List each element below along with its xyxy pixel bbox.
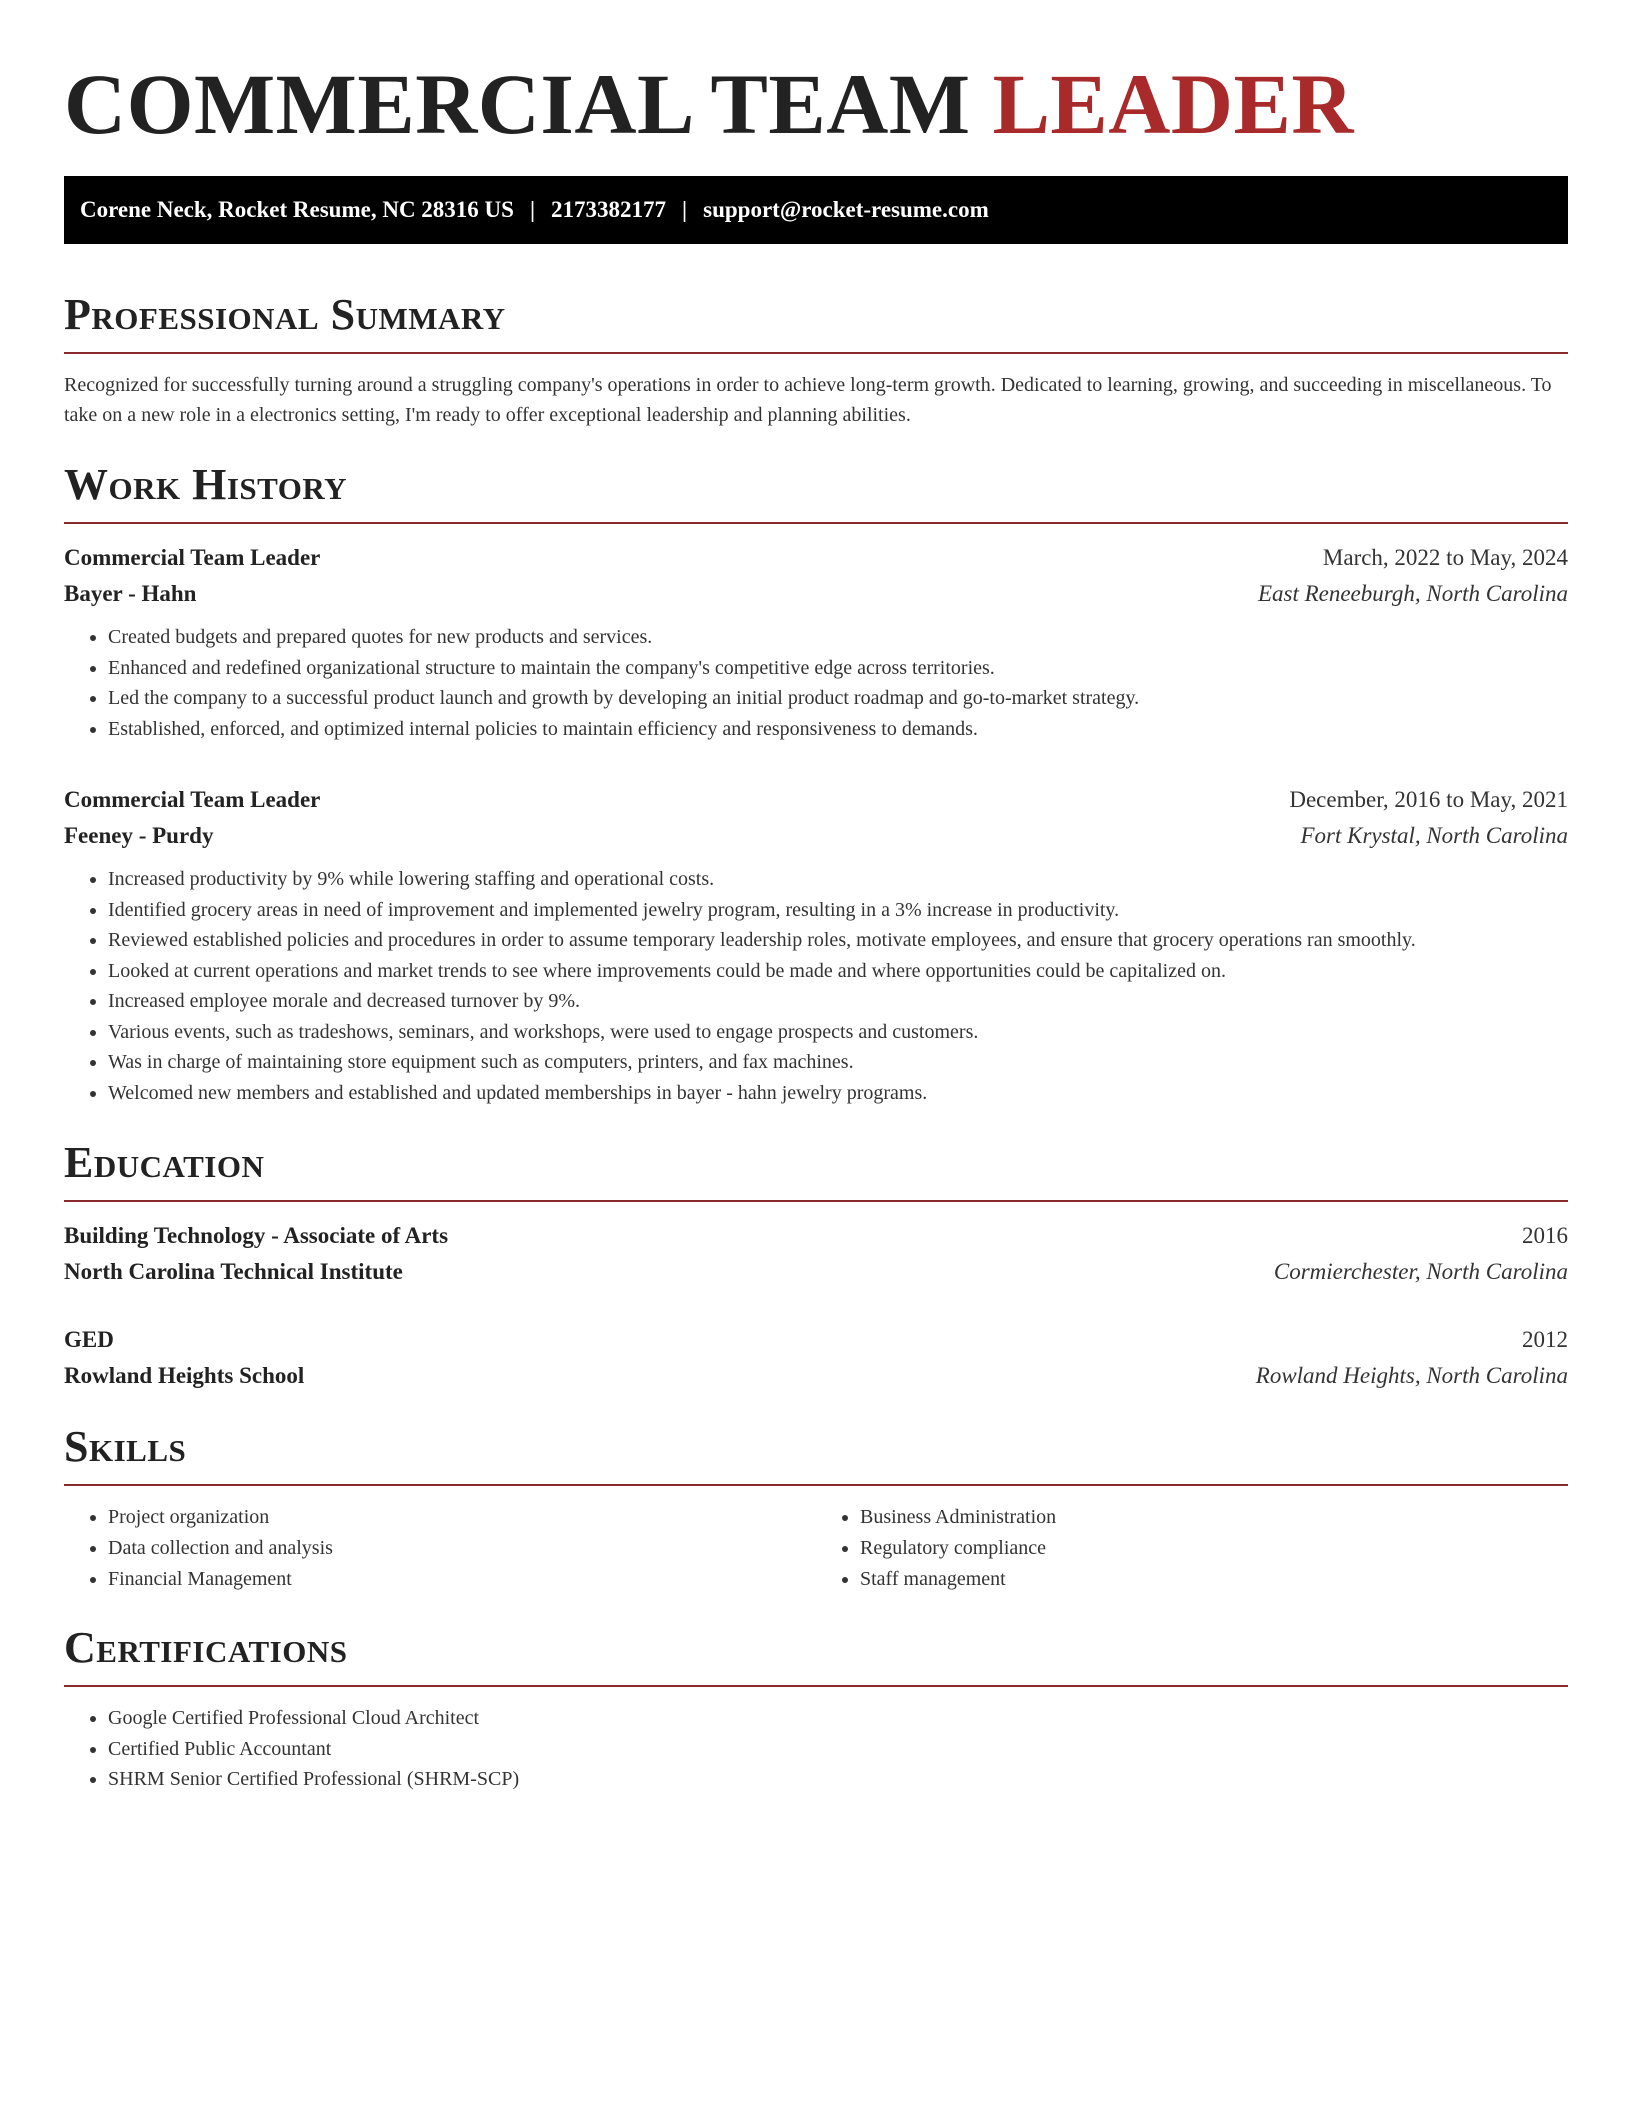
skills-column-right bbox=[816, 1502, 1568, 1595]
contact-separator: | bbox=[682, 197, 688, 222]
job-bullet: • Established, enforced, and optimized internal policies to maintain efficiency and responsiveness to demands. bbox=[108, 714, 1568, 745]
education-degree: GED bbox=[64, 1327, 114, 1352]
skill-item: • Data collection and analysis bbox=[108, 1533, 816, 1564]
resume-title bbox=[64, 54, 1568, 154]
job-bullet: • Looked at current operations and market trends to see where improvements could be made and where opportunities could be capitalized on. bbox=[108, 956, 1568, 987]
certifications-section bbox=[64, 1621, 1568, 1795]
education-section bbox=[64, 1136, 1568, 1394]
education-entry bbox=[64, 1218, 1568, 1290]
section-divider bbox=[64, 1685, 1568, 1687]
skill-item: • Staff management bbox=[860, 1564, 1568, 1595]
job-bullet: • Led the company to a successful product launch and growth by developing an initial product roadmap and go-to-market strategy. bbox=[108, 683, 1568, 714]
job-entry bbox=[64, 540, 1568, 744]
education-degree-row bbox=[64, 1322, 1568, 1358]
education-year: 2012 bbox=[1522, 1327, 1568, 1352]
job-header-row bbox=[64, 782, 1568, 818]
education-heading: Education bbox=[64, 1138, 265, 1187]
job-bullet: • Reviewed established policies and procedures in order to assume temporary leadership roles, motivate employees, and ensure that grocery operations ran smoothly. bbox=[108, 925, 1568, 956]
job-bullets bbox=[64, 622, 1568, 744]
certifications-heading: Certifications bbox=[64, 1623, 348, 1672]
job-company: Bayer - Hahn bbox=[64, 581, 197, 606]
job-bullet: • Enhanced and redefined organizational structure to maintain the company's competitive edge across territories. bbox=[108, 653, 1568, 684]
job-dates: March, 2022 to May, 2024 bbox=[1322, 545, 1568, 570]
job-bullet: • Increased employee morale and decreased turnover by 9%. bbox=[108, 986, 1568, 1017]
section-divider bbox=[64, 352, 1568, 354]
job-company-row bbox=[64, 818, 1568, 854]
certification-item: • SHRM Senior Certified Professional (SHRM-SCP) bbox=[108, 1764, 1568, 1795]
job-title: Commercial Team Leader bbox=[64, 545, 321, 570]
education-school-row bbox=[64, 1358, 1568, 1394]
work-history-section bbox=[64, 458, 1568, 1108]
job-bullet: • Increased productivity by 9% while lowering staffing and operational costs. bbox=[108, 864, 1568, 895]
job-entry bbox=[64, 782, 1568, 1108]
job-title: Commercial Team Leader bbox=[64, 787, 321, 812]
certifications-list bbox=[64, 1703, 1568, 1795]
title-main: COMMERCIAL TEAM bbox=[64, 56, 971, 152]
skills-column-left bbox=[64, 1502, 816, 1595]
job-company: Feeney - Purdy bbox=[64, 823, 214, 848]
title-accent: LEADER bbox=[992, 56, 1354, 152]
contact-address: Corene Neck, Rocket Resume, NC 28316 US bbox=[80, 197, 514, 222]
job-bullets bbox=[64, 864, 1568, 1108]
job-bullet: • Various events, such as tradeshows, seminars, and workshops, were used to engage prospects and customers. bbox=[108, 1017, 1568, 1048]
education-school: Rowland Heights School bbox=[64, 1363, 305, 1388]
contact-email: support@rocket-resume.com bbox=[703, 197, 989, 222]
education-location: Rowland Heights, North Carolina bbox=[1255, 1363, 1568, 1388]
education-school-row bbox=[64, 1254, 1568, 1290]
skill-item: • Business Administration bbox=[860, 1502, 1568, 1533]
certification-item: • Certified Public Accountant bbox=[108, 1734, 1568, 1765]
job-bullet: • Identified grocery areas in need of improvement and implemented jewelry program, resulting in a 3% increase in productivity. bbox=[108, 895, 1568, 926]
summary-heading: Professional Summary bbox=[64, 290, 506, 339]
job-location: East Reneeburgh, North Carolina bbox=[1257, 581, 1568, 606]
summary-text: Recognized for successfully turning around a struggling company's operations in order to achieve long-term growth. Dedicated to learning, growing, and succeeding in miscellaneous. To take on a new role in a electronics setting, I'm ready to offer exceptional leadership and planning abilities. bbox=[64, 374, 1552, 426]
contact-phone: 2173382177 bbox=[551, 197, 667, 222]
education-degree: Building Technology - Associate of Arts bbox=[64, 1223, 449, 1248]
education-school: North Carolina Technical Institute bbox=[64, 1259, 403, 1284]
section-divider bbox=[64, 1484, 1568, 1486]
job-bullet: • Created budgets and prepared quotes for new products and services. bbox=[108, 622, 1568, 653]
job-dates: December, 2016 to May, 2021 bbox=[1289, 787, 1568, 812]
skill-item: • Regulatory compliance bbox=[860, 1533, 1568, 1564]
work-history-heading: Work History bbox=[64, 460, 348, 509]
skill-item: • Project organization bbox=[108, 1502, 816, 1533]
skills-grid bbox=[64, 1502, 1568, 1595]
skill-item: • Financial Management bbox=[108, 1564, 816, 1595]
certification-item: • Google Certified Professional Cloud Architect bbox=[108, 1703, 1568, 1734]
section-divider bbox=[64, 1200, 1568, 1202]
skills-section bbox=[64, 1420, 1568, 1595]
job-company-row bbox=[64, 576, 1568, 612]
contact-separator: | bbox=[529, 197, 536, 222]
job-bullet: • Welcomed new members and established and updated memberships in bayer - hahn jewelry programs. bbox=[108, 1078, 1568, 1109]
education-degree-row bbox=[64, 1218, 1568, 1254]
summary-section bbox=[64, 288, 1568, 430]
section-divider bbox=[64, 522, 1568, 524]
education-entry bbox=[64, 1322, 1568, 1394]
job-bullet: • Was in charge of maintaining store equipment such as computers, printers, and fax machines. bbox=[108, 1047, 1568, 1078]
education-location: Cormierchester, North Carolina bbox=[1273, 1259, 1568, 1284]
contact-bar bbox=[64, 176, 1568, 244]
job-header-row bbox=[64, 540, 1568, 576]
education-year: 2016 bbox=[1522, 1223, 1568, 1248]
skills-heading: Skills bbox=[64, 1422, 187, 1471]
job-location: Fort Krystal, North Carolina bbox=[1300, 823, 1568, 848]
